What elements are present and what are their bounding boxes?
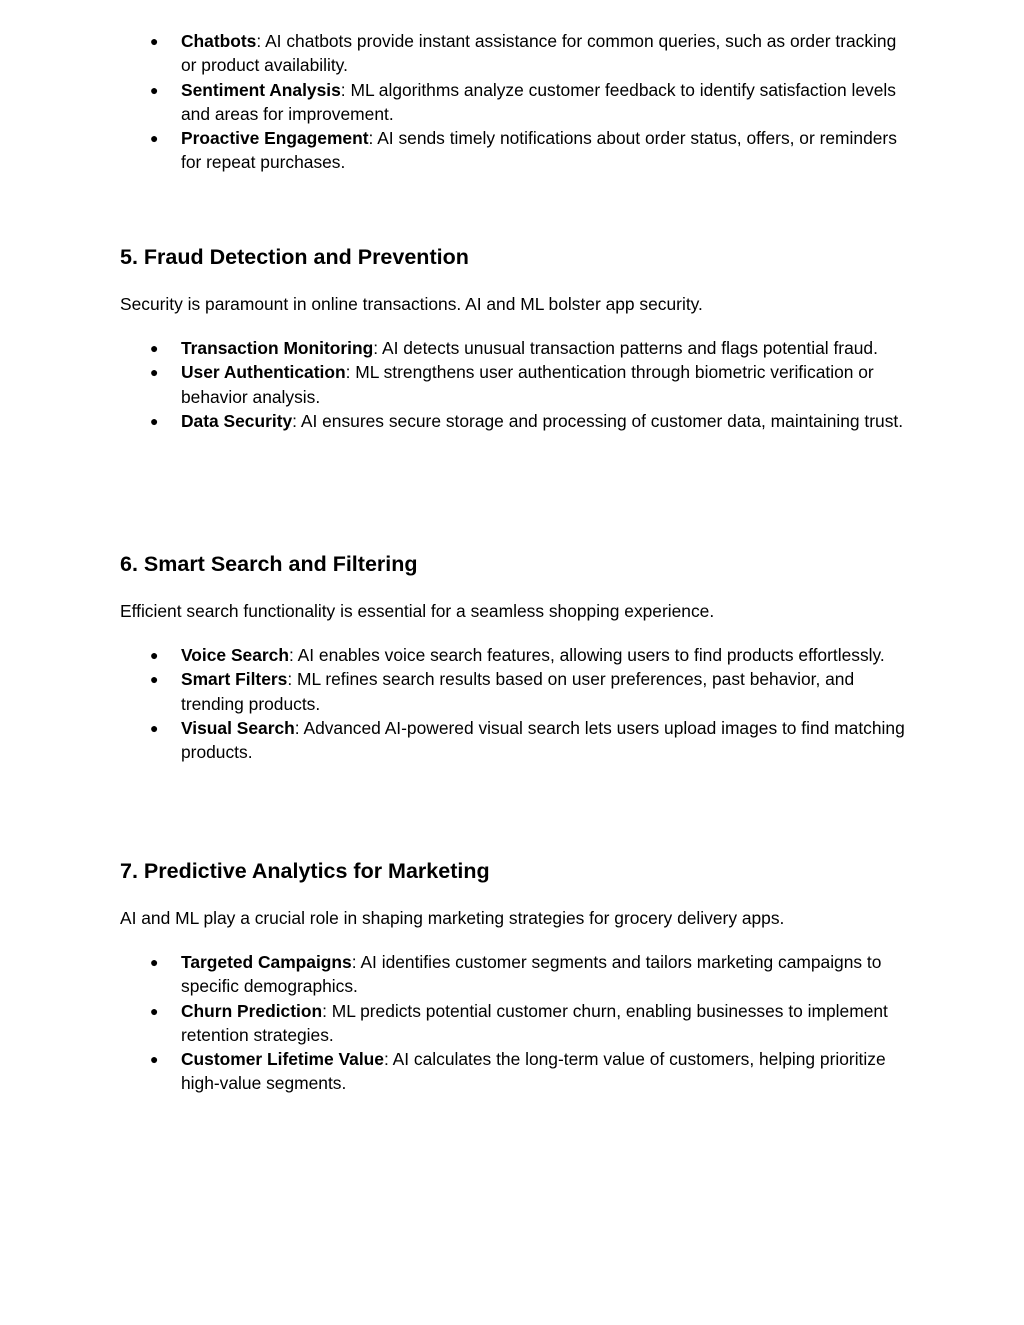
bullet-list-smart-search [0, 643, 907, 764]
bullet-icon: ● [150, 671, 159, 688]
list-item-proactive-engagement [0, 126, 907, 175]
item-term: Proactive Engagement [181, 128, 369, 149]
item-term: Sentiment Analysis [181, 79, 341, 100]
bullet-icon: ● [150, 647, 159, 663]
bullet-icon: ● [150, 954, 159, 970]
item-term: Smart Filters [181, 669, 288, 690]
item-description: : ML strengthens user authentication through biometric verification or behavior analysis. [181, 362, 874, 407]
bullet-list-predictive-analytics [0, 950, 907, 1096]
item-description: : AI identifies customer segments and tailors marketing campaigns to specific demographics. [181, 952, 882, 997]
list-item-churn-prediction [0, 999, 907, 1048]
list-item-data-security [0, 409, 907, 433]
bullet-icon: ● [150, 719, 159, 736]
item-term: Voice Search [181, 645, 289, 665]
item-description: : AI chatbots provide instant assistance for common queries, such as order tracking or product availability. [181, 31, 897, 76]
bullet-icon: ● [150, 412, 159, 429]
section-heading-fraud-detection: 5. Fraud Detection and Prevention [120, 245, 469, 269]
item-description: : AI detects unusual transaction patterns and flags potential fraud. [373, 338, 878, 358]
list-item-visual-search [0, 716, 907, 765]
item-description: : ML predicts potential customer churn, enabling businesses to implement retention strategies. [181, 1000, 888, 1045]
item-term: Visual Search [181, 717, 295, 738]
list-item-targeted-campaigns [0, 950, 907, 999]
list-item-voice-search [0, 643, 907, 667]
item-description: : AI sends timely notifications about order status, offers, or reminders for repeat purchases. [181, 128, 897, 173]
bullet-icon: ● [150, 364, 159, 381]
item-term: Data Security [181, 410, 293, 431]
section-intro-fraud-detection: Security is paramount in online transactions. AI and ML bolster app security. [120, 294, 703, 314]
item-description: : ML refines search results based on user preferences, past behavior, and trending products. [181, 669, 855, 714]
section-intro-smart-search: Efficient search functionality is essential for a seamless shopping experience. [120, 601, 715, 621]
item-description: : AI ensures secure storage and processing of customer data, maintaining trust. [292, 410, 904, 431]
item-term: Targeted Campaigns [181, 952, 352, 972]
item-description: : Advanced AI-powered visual search lets users upload images to find matching products. [181, 717, 905, 763]
bullet-icon: ● [150, 340, 159, 356]
section-heading-predictive-analytics: 7. Predictive Analytics for Marketing [120, 859, 490, 883]
item-description: : AI calculates the long-term value of customers, helping prioritize high-value segments. [181, 1049, 886, 1094]
section-intro-predictive-analytics: AI and ML play a crucial role in shaping marketing strategies for grocery delivery apps. [120, 908, 785, 928]
section-heading-smart-search: 6. Smart Search and Filtering [120, 552, 418, 576]
list-item-user-authentication [0, 360, 907, 409]
list-item-transaction-monitoring [0, 336, 907, 360]
item-description: : AI enables voice search features, allowing users to find products effortlessly. [288, 645, 885, 665]
bullet-list-fraud-detection [0, 336, 907, 433]
item-term: Customer Lifetime Value [181, 1049, 384, 1070]
item-term: Churn Prediction [181, 1000, 323, 1021]
item-description: : ML algorithms analyze customer feedback to identify satisfaction levels and areas for improvement. [181, 79, 896, 124]
list-item-smart-filters [0, 667, 907, 716]
bullet-icon: ● [150, 1002, 159, 1019]
bullet-list-customer-support [0, 29, 907, 175]
item-term: Transaction Monitoring [181, 338, 374, 358]
bullet-icon: ● [150, 81, 159, 98]
bullet-icon: ● [150, 33, 159, 49]
bullet-icon: ● [150, 1051, 159, 1068]
item-term: User Authentication [181, 362, 346, 383]
list-item-sentiment-analysis [0, 78, 907, 127]
list-item-customer-lifetime-value [0, 1047, 907, 1096]
list-item-chatbots [0, 29, 907, 78]
bullet-icon: ● [150, 130, 159, 147]
item-term: Chatbots [181, 31, 257, 51]
